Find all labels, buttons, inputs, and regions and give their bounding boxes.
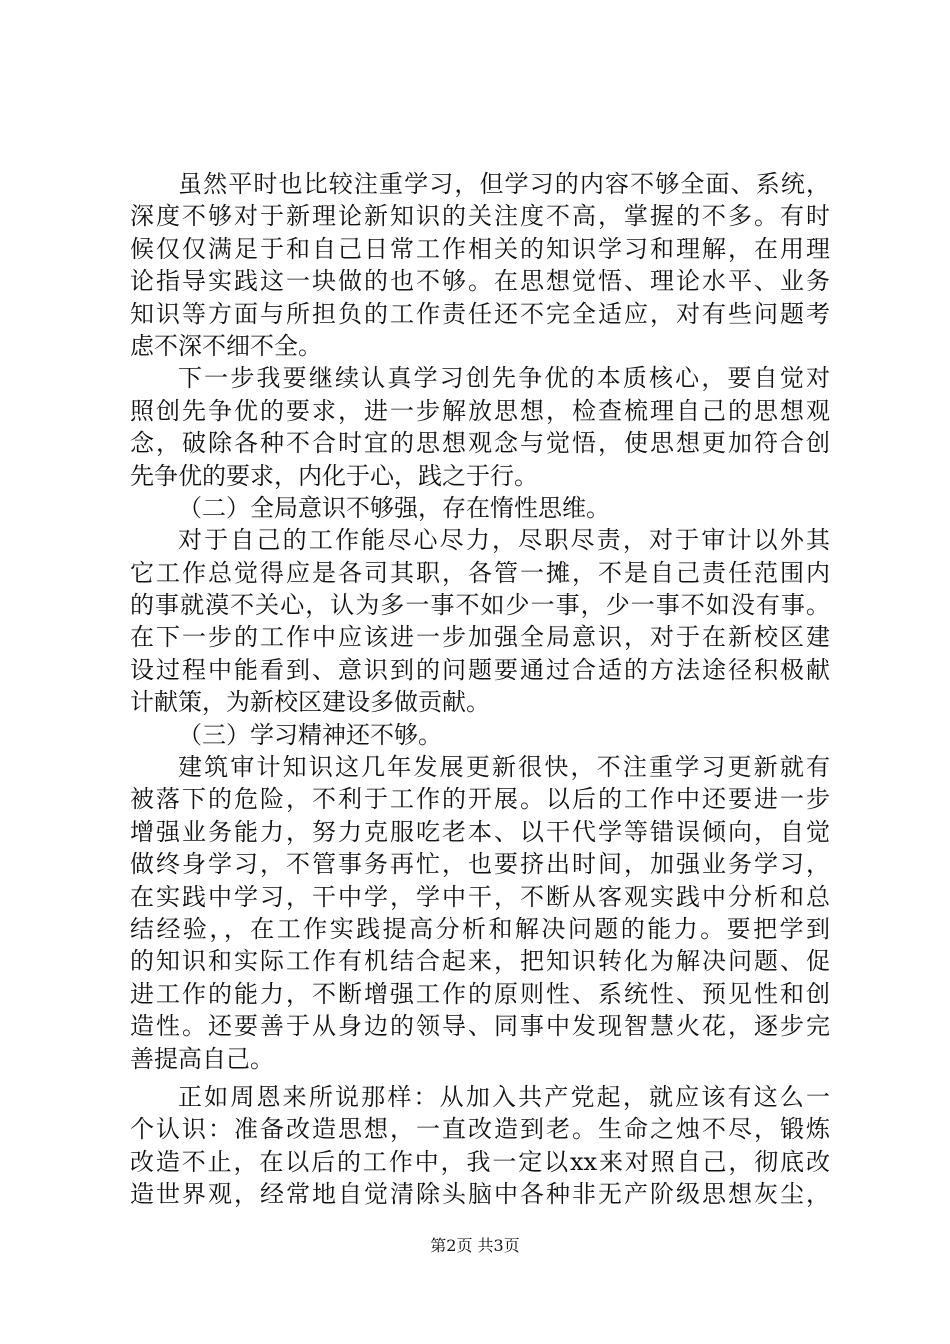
text-line: 的知识和实际工作有机结合起来，把知识转化为解决问题、促 [130,947,830,976]
page-footer [0,1236,950,1256]
text-line: 在下一步的工作中应该进一步加强全局意识，对于在新校区建 [130,623,830,652]
text-line: 候仅仅满足于和自己日常工作相关的知识学习和理解，在用理 [130,234,830,263]
paragraph-next-steps [130,362,830,492]
text-line: 虑不深不细不全。 [130,331,322,360]
text-line: 正如周恩来所说那样：从加入共产党起，就应该有这么一 [178,1082,830,1111]
text-line: 的事就漠不关心，认为多一事不如少一事，少一事不如没有事。 [130,591,830,620]
text-line: 个认识：准备改造思想，一直改造到老。生命之烛不尽，锻炼 [130,1115,830,1144]
text-line: 被落下的危险，不利于工作的开展。以后的工作中还要进一步 [130,785,830,814]
text-line: 对于自己的工作能尽心尽力，尽职尽责，对于审计以外其 [178,526,830,555]
text-line: 知识等方面与所担负的工作责任还不完全适应，对有些问题考 [130,299,830,328]
text-line: 论指导实践这一块做的也不够。在思想觉悟、理论水平、业务 [130,267,830,296]
text-line: （二）全局意识不够强，存在惰性思维。 [178,493,610,522]
section-heading-3 [130,719,830,751]
text-line: （三）学习精神还不够。 [178,720,442,749]
text-line: 建筑审计知识这几年发展更新很快，不注重学习更新就有 [178,753,830,782]
text-line: 造性。还要善于从身边的领导、同事中发现智慧火花，逐步完 [130,1012,830,1041]
paragraph-study-insufficient [130,168,830,362]
text-line: 下一步我要继续认真学习创先争优的本质核心，要自觉对 [178,364,830,393]
text-line: 进工作的能力，不断增强工作的原则性、系统性、预见性和创 [130,979,830,1008]
text-line: 善提高自己。 [130,1044,274,1073]
text-line: 改造不止，在以后的工作中，我一定以xx来对照自己，彻底改 [130,1147,830,1176]
paragraph-overall-awareness [130,524,830,718]
text-line: 设过程中能看到、意识到的问题要通过合适的方法途径积极献 [130,655,830,684]
text-line: 念，破除各种不合时宜的思想观念与觉悟，使思想更加符合创 [130,429,830,458]
text-line: 计献策，为新校区建设多做贡献。 [130,688,490,717]
text-line: 结经验，，在工作实践提高分析和解决问题的能力。要把学到 [130,914,830,943]
paragraph-learning-spirit [130,751,830,1075]
text-line: 在实践中学习，干中学，学中干，不断从客观实践中分析和总 [130,882,830,911]
text-line: 造世界观，经常地自觉清除头脑中各种非无产阶级思想灰尘， [130,1180,830,1209]
document-body [130,168,830,1211]
paragraph-zhou-enlai-quote [130,1081,830,1211]
text-line: 它工作总觉得应是各司其职，各管一摊，不是自己责任范围内 [130,558,830,587]
text-line: 增强业务能力，努力克服吃老本、以干代学等错误倾向，自觉 [130,817,830,846]
text-line: 深度不够对于新理论新知识的关注度不高，掌握的不多。有时 [130,202,830,231]
text-line: 虽然平时也比较注重学习，但学习的内容不够全面、系统， [178,170,830,198]
section-heading-2 [130,492,830,524]
text-line: 做终身学习，不管事务再忙，也要挤出时间，加强业务学习， [130,850,830,879]
text-line: 先争优的要求，内化于心，践之于行。 [130,461,538,490]
page-number-label: 第2页 共3页 [430,1236,520,1255]
text-line: 照创先争优的要求，进一步解放思想，检查梳理自己的思想观 [130,396,830,425]
